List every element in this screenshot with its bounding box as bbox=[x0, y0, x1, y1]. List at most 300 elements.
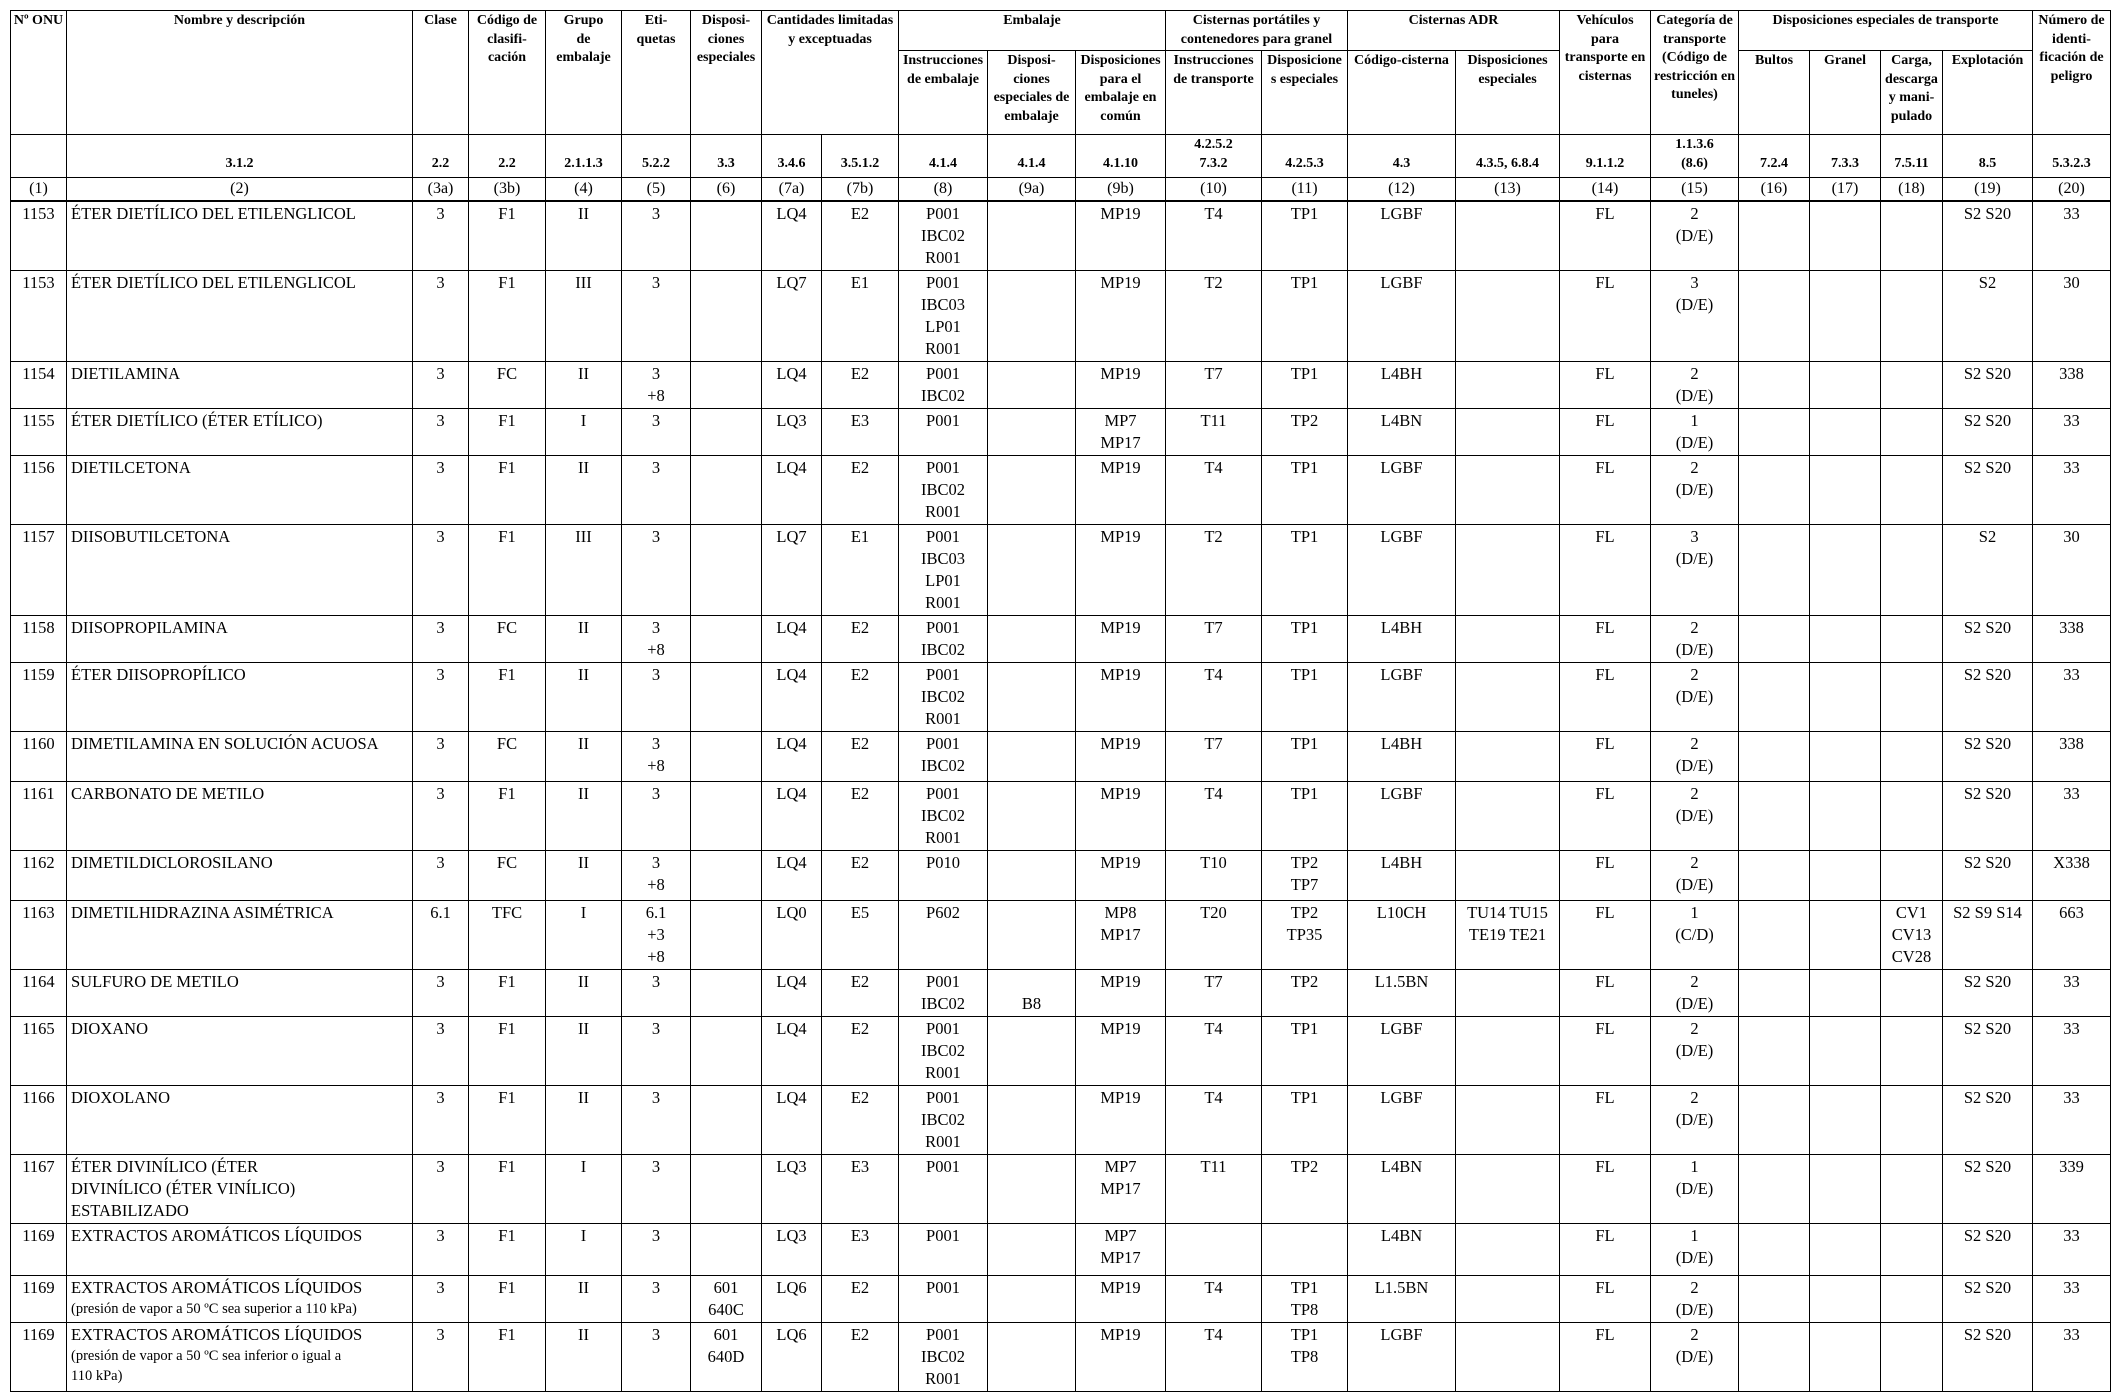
substance-name-text: DIMETILHIDRAZINA ASIMÉTRICA bbox=[71, 903, 334, 922]
hazard-id-cell: 339 bbox=[2033, 1155, 2111, 1224]
header-bulk: Granel bbox=[1810, 51, 1881, 135]
packing-group-cell: II bbox=[546, 851, 622, 901]
special-provisions-cell bbox=[691, 456, 762, 525]
mixed-packing-cell: MP19 bbox=[1076, 970, 1166, 1017]
section-ref: 4.2.5.2 7.3.2 bbox=[1166, 135, 1262, 178]
tank-instruction-cell: T2 bbox=[1166, 271, 1262, 362]
un-number-cell: 1166 bbox=[11, 1086, 67, 1155]
packing-group-cell: II bbox=[546, 1323, 622, 1392]
tank-code-cell: L4BN bbox=[1348, 1155, 1456, 1224]
un-number-cell: 1161 bbox=[11, 782, 67, 851]
table-row bbox=[11, 663, 2111, 732]
packages-cell bbox=[1739, 782, 1810, 851]
packing-instructions-cell: P001 IBC02 R001 bbox=[899, 1323, 988, 1392]
packing-instructions-cell: P001 IBC02 R001 bbox=[899, 663, 988, 732]
tank-code-cell: LGBF bbox=[1348, 1017, 1456, 1086]
un-number-cell: 1157 bbox=[11, 525, 67, 616]
substance-description: (presión de vapor a 50 ºC sea inferior o igual a 110 kPa) bbox=[71, 1348, 342, 1384]
header-class: Clase bbox=[413, 11, 469, 135]
packing-group-cell: I bbox=[546, 1155, 622, 1224]
operation-cell: S2 bbox=[1943, 271, 2033, 362]
column-number: (18) bbox=[1881, 178, 1943, 202]
tank-code-cell: L10CH bbox=[1348, 901, 1456, 970]
substance-name-text: ÉTER DIETÍLICO DEL ETILENGLICOL bbox=[71, 204, 356, 223]
classification-code-cell: F1 bbox=[469, 782, 546, 851]
packages-cell bbox=[1739, 1224, 1810, 1276]
tank-vehicle-cell: FL bbox=[1560, 1086, 1651, 1155]
header-labels: Eti- quetas bbox=[622, 11, 691, 135]
header-special-transport: Disposiciones especiales de transporte bbox=[1739, 11, 2033, 51]
special-packing-provisions-cell bbox=[988, 201, 1076, 271]
section-ref: 4.3 bbox=[1348, 135, 1456, 178]
un-number-cell: 1169 bbox=[11, 1224, 67, 1276]
tank-vehicle-cell: FL bbox=[1560, 409, 1651, 456]
mixed-packing-cell: MP7 MP17 bbox=[1076, 1224, 1166, 1276]
transport-category-cell: 2 (D/E) bbox=[1651, 851, 1739, 901]
section-ref: 4.1.4 bbox=[988, 135, 1076, 178]
tank-instruction-cell: T4 bbox=[1166, 663, 1262, 732]
substance-name-cell bbox=[67, 616, 413, 663]
loading-cell bbox=[1881, 362, 1943, 409]
operation-cell: S2 S9 S14 bbox=[1943, 901, 2033, 970]
limited-quantity-cell: LQ0 bbox=[762, 901, 822, 970]
loading-cell bbox=[1881, 1086, 1943, 1155]
substance-name-text: DIMETILDICLOROSILANO bbox=[71, 853, 273, 872]
substance-name-text: DIMETILAMINA EN SOLUCIÓN ACUOSA bbox=[71, 734, 379, 753]
special-provisions-cell bbox=[691, 616, 762, 663]
limited-quantity-cell: LQ4 bbox=[762, 663, 822, 732]
mixed-packing-cell: MP19 bbox=[1076, 1323, 1166, 1392]
classification-code-cell: F1 bbox=[469, 201, 546, 271]
column-number: (12) bbox=[1348, 178, 1456, 202]
table-row bbox=[11, 1276, 2111, 1323]
operation-cell: S2 S20 bbox=[1943, 1276, 2033, 1323]
labels-cell: 3 bbox=[622, 525, 691, 616]
header-adr-tanks: Cisternas ADR bbox=[1348, 11, 1560, 51]
column-number: (3b) bbox=[469, 178, 546, 202]
class-cell: 3 bbox=[413, 1276, 469, 1323]
header-special-provisions: Disposi- ciones especiales bbox=[691, 11, 762, 135]
tank-special-provisions-cell: TP1 bbox=[1262, 201, 1348, 271]
operation-cell: S2 S20 bbox=[1943, 456, 2033, 525]
tank-code-cell: L4BH bbox=[1348, 362, 1456, 409]
excepted-quantity-cell: E2 bbox=[822, 1276, 899, 1323]
substance-name-cell bbox=[67, 782, 413, 851]
excepted-quantity-cell: E5 bbox=[822, 901, 899, 970]
header-un-number: Nº ONU bbox=[11, 11, 67, 135]
table-row bbox=[11, 409, 2111, 456]
table-row bbox=[11, 456, 2111, 525]
excepted-quantity-cell: E3 bbox=[822, 1155, 899, 1224]
hazard-id-cell: 33 bbox=[2033, 1276, 2111, 1323]
class-cell: 3 bbox=[413, 970, 469, 1017]
tank-instruction-cell: T4 bbox=[1166, 1323, 1262, 1392]
substance-name-text: EXTRACTOS AROMÁTICOS LÍQUIDOS bbox=[71, 1325, 363, 1344]
packing-group-cell: I bbox=[546, 1224, 622, 1276]
mixed-packing-cell: MP19 bbox=[1076, 782, 1166, 851]
tank-code-cell: L4BH bbox=[1348, 851, 1456, 901]
header-tank-special-provisions: Disposicione s especiales bbox=[1262, 51, 1348, 135]
substance-name-cell bbox=[67, 1224, 413, 1276]
table-row bbox=[11, 1224, 2111, 1276]
bulk-cell bbox=[1810, 456, 1881, 525]
classification-code-cell: FC bbox=[469, 851, 546, 901]
classification-code-cell: F1 bbox=[469, 271, 546, 362]
tank-code-cell: L1.5BN bbox=[1348, 1276, 1456, 1323]
tank-vehicle-cell: FL bbox=[1560, 1276, 1651, 1323]
tank-vehicle-cell: FL bbox=[1560, 663, 1651, 732]
operation-cell: S2 S20 bbox=[1943, 1224, 2033, 1276]
classification-code-cell: F1 bbox=[469, 1086, 546, 1155]
substance-name-cell bbox=[67, 970, 413, 1017]
section-ref: 2.2 bbox=[413, 135, 469, 178]
loading-cell bbox=[1881, 525, 1943, 616]
substance-name-text: DIISOPROPILAMINA bbox=[71, 618, 228, 637]
tank-special-provisions-cell: TP2 bbox=[1262, 1155, 1348, 1224]
labels-cell: 3 bbox=[622, 409, 691, 456]
mixed-packing-cell: MP7 MP17 bbox=[1076, 1155, 1166, 1224]
tank-vehicle-cell: FL bbox=[1560, 616, 1651, 663]
limited-quantity-cell: LQ4 bbox=[762, 1017, 822, 1086]
hazard-id-cell: 338 bbox=[2033, 362, 2111, 409]
excepted-quantity-cell: E2 bbox=[822, 201, 899, 271]
class-cell: 3 bbox=[413, 782, 469, 851]
packages-cell bbox=[1739, 201, 1810, 271]
hazard-id-cell: 33 bbox=[2033, 201, 2111, 271]
transport-category-cell: 1 (D/E) bbox=[1651, 409, 1739, 456]
excepted-quantity-cell: E2 bbox=[822, 732, 899, 782]
class-cell: 3 bbox=[413, 525, 469, 616]
transport-category-cell: 1 (D/E) bbox=[1651, 1155, 1739, 1224]
special-packing-provisions-cell bbox=[988, 409, 1076, 456]
section-ref: 2.2 bbox=[469, 135, 546, 178]
packing-group-cell: II bbox=[546, 970, 622, 1017]
table-row bbox=[11, 201, 2111, 271]
labels-cell: 3 bbox=[622, 1155, 691, 1224]
classification-code-cell: F1 bbox=[469, 663, 546, 732]
special-provisions-cell: 601 640C bbox=[691, 1276, 762, 1323]
limited-quantity-cell: LQ4 bbox=[762, 201, 822, 271]
special-provisions-cell: 601 640D bbox=[691, 1323, 762, 1392]
packing-group-cell: II bbox=[546, 732, 622, 782]
substance-name-cell bbox=[67, 362, 413, 409]
operation-cell: S2 S20 bbox=[1943, 409, 2033, 456]
loading-cell bbox=[1881, 970, 1943, 1017]
special-provisions-cell bbox=[691, 782, 762, 851]
tank-special-cell bbox=[1456, 1017, 1560, 1086]
special-packing-provisions-cell bbox=[988, 616, 1076, 663]
column-number: (10) bbox=[1166, 178, 1262, 202]
loading-cell bbox=[1881, 782, 1943, 851]
tank-special-cell bbox=[1456, 782, 1560, 851]
section-ref: 5.3.2.3 bbox=[2033, 135, 2111, 178]
table-row bbox=[11, 525, 2111, 616]
packages-cell bbox=[1739, 732, 1810, 782]
substance-name-text: ÉTER DIISOPROPÍLICO bbox=[71, 665, 246, 684]
packing-group-cell: II bbox=[546, 663, 622, 732]
substance-name-cell bbox=[67, 851, 413, 901]
hazard-id-cell: 33 bbox=[2033, 782, 2111, 851]
tank-special-provisions-cell: TP1 bbox=[1262, 1017, 1348, 1086]
loading-cell bbox=[1881, 732, 1943, 782]
header-portable-tanks: Cisternas portátiles y contenedores para granel bbox=[1166, 11, 1348, 51]
classification-code-cell: F1 bbox=[469, 1017, 546, 1086]
operation-cell: S2 S20 bbox=[1943, 1086, 2033, 1155]
special-packing-provisions-cell bbox=[988, 901, 1076, 970]
packing-instructions-cell: P001 IBC03 LP01 R001 bbox=[899, 525, 988, 616]
packages-cell bbox=[1739, 1086, 1810, 1155]
tank-special-provisions-cell: TP1 bbox=[1262, 456, 1348, 525]
tank-special-provisions-cell: TP1 TP8 bbox=[1262, 1323, 1348, 1392]
special-packing-provisions-cell bbox=[988, 1155, 1076, 1224]
mixed-packing-cell: MP19 bbox=[1076, 851, 1166, 901]
special-provisions-cell bbox=[691, 201, 762, 271]
loading-cell bbox=[1881, 851, 1943, 901]
un-number-cell: 1154 bbox=[11, 362, 67, 409]
labels-cell: 3 bbox=[622, 271, 691, 362]
tank-special-provisions-cell: TP2 TP7 bbox=[1262, 851, 1348, 901]
tank-code-cell: LGBF bbox=[1348, 782, 1456, 851]
bulk-cell bbox=[1810, 1017, 1881, 1086]
tank-vehicle-cell: FL bbox=[1560, 525, 1651, 616]
column-number: (7b) bbox=[822, 178, 899, 202]
bulk-cell bbox=[1810, 1086, 1881, 1155]
un-number-cell: 1163 bbox=[11, 901, 67, 970]
substance-name-cell bbox=[67, 663, 413, 732]
table-row bbox=[11, 970, 2111, 1017]
operation-cell: S2 S20 bbox=[1943, 732, 2033, 782]
table-row bbox=[11, 1323, 2111, 1392]
tank-vehicle-cell: FL bbox=[1560, 732, 1651, 782]
header-special-packing-provisions: Disposi- ciones especiales de embalaje bbox=[988, 51, 1076, 135]
labels-cell: 3 bbox=[622, 1224, 691, 1276]
operation-cell: S2 S20 bbox=[1943, 362, 2033, 409]
section-ref: 2.1.1.3 bbox=[546, 135, 622, 178]
class-cell: 3 bbox=[413, 1323, 469, 1392]
class-cell: 3 bbox=[413, 456, 469, 525]
special-provisions-cell bbox=[691, 409, 762, 456]
class-cell: 3 bbox=[413, 1086, 469, 1155]
limited-quantity-cell: LQ4 bbox=[762, 851, 822, 901]
special-packing-provisions-cell bbox=[988, 782, 1076, 851]
section-ref: 9.1.1.2 bbox=[1560, 135, 1651, 178]
column-number: (15) bbox=[1651, 178, 1739, 202]
hazard-id-cell: 338 bbox=[2033, 616, 2111, 663]
tank-vehicle-cell: FL bbox=[1560, 901, 1651, 970]
substance-name-text: DIOXOLANO bbox=[71, 1088, 170, 1107]
section-ref: 3.3 bbox=[691, 135, 762, 178]
packing-group-cell: II bbox=[546, 1276, 622, 1323]
special-packing-provisions-cell bbox=[988, 663, 1076, 732]
class-cell: 3 bbox=[413, 851, 469, 901]
hazard-id-cell: 33 bbox=[2033, 1323, 2111, 1392]
hazard-id-cell: X338 bbox=[2033, 851, 2111, 901]
loading-cell bbox=[1881, 201, 1943, 271]
class-cell: 3 bbox=[413, 616, 469, 663]
limited-quantity-cell: LQ4 bbox=[762, 732, 822, 782]
packing-instructions-cell: P001 IBC02 bbox=[899, 970, 988, 1017]
classification-code-cell: F1 bbox=[469, 1155, 546, 1224]
special-provisions-cell bbox=[691, 663, 762, 732]
substance-name-text: DIETILAMINA bbox=[71, 364, 181, 383]
header-packing-instructions: Instrucciones de embalaje bbox=[899, 51, 988, 135]
substance-name-text: ÉTER DIETÍLICO DEL ETILENGLICOL bbox=[71, 273, 356, 292]
packing-group-cell: II bbox=[546, 362, 622, 409]
special-packing-provisions-cell bbox=[988, 362, 1076, 409]
section-ref: 4.1.10 bbox=[1076, 135, 1166, 178]
limited-quantity-cell: LQ7 bbox=[762, 525, 822, 616]
table-row bbox=[11, 1086, 2111, 1155]
hazard-id-cell: 33 bbox=[2033, 663, 2111, 732]
tank-code-cell: LGBF bbox=[1348, 1323, 1456, 1392]
tank-code-cell: L4BN bbox=[1348, 1224, 1456, 1276]
bulk-cell bbox=[1810, 970, 1881, 1017]
hazard-id-cell: 33 bbox=[2033, 970, 2111, 1017]
operation-cell: S2 S20 bbox=[1943, 1017, 2033, 1086]
section-ref: 1.1.3.6 (8.6) bbox=[1651, 135, 1739, 178]
header-name: Nombre y descripción bbox=[67, 11, 413, 135]
class-cell: 3 bbox=[413, 409, 469, 456]
un-number-cell: 1159 bbox=[11, 663, 67, 732]
tank-vehicle-cell: FL bbox=[1560, 1224, 1651, 1276]
operation-cell: S2 S20 bbox=[1943, 970, 2033, 1017]
loading-cell bbox=[1881, 616, 1943, 663]
tank-special-cell bbox=[1456, 1224, 1560, 1276]
operation-cell: S2 S20 bbox=[1943, 1323, 2033, 1392]
labels-cell: 3 bbox=[622, 1323, 691, 1392]
limited-quantity-cell: LQ4 bbox=[762, 456, 822, 525]
bulk-cell bbox=[1810, 1224, 1881, 1276]
packing-group-cell: III bbox=[546, 271, 622, 362]
column-number: (8) bbox=[899, 178, 988, 202]
labels-cell: 3 bbox=[622, 1276, 691, 1323]
header-loading: Carga, descarga y mani- pulado bbox=[1881, 51, 1943, 135]
labels-cell: 3 bbox=[622, 782, 691, 851]
hazard-id-cell: 30 bbox=[2033, 271, 2111, 362]
tank-special-cell: TU14 TU15 TE19 TE21 bbox=[1456, 901, 1560, 970]
transport-category-cell: 2 (D/E) bbox=[1651, 1086, 1739, 1155]
column-number: (1) bbox=[11, 178, 67, 202]
un-number-cell: 1153 bbox=[11, 271, 67, 362]
classification-code-cell: F1 bbox=[469, 1276, 546, 1323]
tank-special-provisions-cell: TP1 bbox=[1262, 782, 1348, 851]
classification-code-cell: F1 bbox=[469, 970, 546, 1017]
tank-special-cell bbox=[1456, 970, 1560, 1017]
packages-cell bbox=[1739, 271, 1810, 362]
substance-name-text: DIETILCETONA bbox=[71, 458, 191, 477]
special-provisions-cell bbox=[691, 362, 762, 409]
section-ref: 5.2.2 bbox=[622, 135, 691, 178]
mixed-packing-cell: MP19 bbox=[1076, 1017, 1166, 1086]
bulk-cell bbox=[1810, 271, 1881, 362]
hazard-id-cell: 33 bbox=[2033, 1086, 2111, 1155]
column-number: (19) bbox=[1943, 178, 2033, 202]
mixed-packing-cell: MP19 bbox=[1076, 456, 1166, 525]
un-number-cell: 1169 bbox=[11, 1276, 67, 1323]
header-transport-category: Categoría de transporte (Código de restricción en tuneles) bbox=[1651, 11, 1739, 135]
transport-category-cell: 2 (D/E) bbox=[1651, 782, 1739, 851]
tank-vehicle-cell: FL bbox=[1560, 970, 1651, 1017]
transport-category-cell: 2 (D/E) bbox=[1651, 456, 1739, 525]
transport-category-cell: 2 (D/E) bbox=[1651, 1017, 1739, 1086]
header-packing-group: Grupo de embalaje bbox=[546, 11, 622, 135]
loading-cell bbox=[1881, 1276, 1943, 1323]
bulk-cell bbox=[1810, 201, 1881, 271]
excepted-quantity-cell: E2 bbox=[822, 663, 899, 732]
transport-category-cell: 3 (D/E) bbox=[1651, 271, 1739, 362]
column-number: (20) bbox=[2033, 178, 2111, 202]
transport-category-cell: 2 (D/E) bbox=[1651, 616, 1739, 663]
tank-special-provisions-cell: TP2 TP35 bbox=[1262, 901, 1348, 970]
loading-cell bbox=[1881, 1017, 1943, 1086]
packing-instructions-cell: P001 IBC02 R001 bbox=[899, 782, 988, 851]
transport-category-cell: 2 (D/E) bbox=[1651, 970, 1739, 1017]
excepted-quantity-cell: E2 bbox=[822, 616, 899, 663]
substance-name-cell bbox=[67, 1276, 413, 1323]
special-provisions-cell bbox=[691, 1155, 762, 1224]
classification-code-cell: TFC bbox=[469, 901, 546, 970]
tank-instruction-cell: T4 bbox=[1166, 1276, 1262, 1323]
transport-category-cell: 2 (D/E) bbox=[1651, 201, 1739, 271]
tank-vehicle-cell: FL bbox=[1560, 456, 1651, 525]
mixed-packing-cell: MP19 bbox=[1076, 201, 1166, 271]
class-cell: 6.1 bbox=[413, 901, 469, 970]
limited-quantity-cell: LQ6 bbox=[762, 1323, 822, 1392]
substance-name-cell bbox=[67, 201, 413, 271]
packing-group-cell: II bbox=[546, 201, 622, 271]
class-cell: 3 bbox=[413, 201, 469, 271]
limited-quantity-cell: LQ3 bbox=[762, 409, 822, 456]
mixed-packing-cell: MP7 MP17 bbox=[1076, 409, 1166, 456]
classification-code-cell: F1 bbox=[469, 525, 546, 616]
tank-special-cell bbox=[1456, 201, 1560, 271]
tank-special-cell bbox=[1456, 271, 1560, 362]
table-row bbox=[11, 1017, 2111, 1086]
limited-quantity-cell: LQ4 bbox=[762, 970, 822, 1017]
mixed-packing-cell: MP19 bbox=[1076, 616, 1166, 663]
class-cell: 3 bbox=[413, 1224, 469, 1276]
un-number-cell: 1155 bbox=[11, 409, 67, 456]
special-provisions-cell bbox=[691, 732, 762, 782]
tank-special-cell bbox=[1456, 663, 1560, 732]
tank-vehicle-cell: FL bbox=[1560, 782, 1651, 851]
special-provisions-cell bbox=[691, 271, 762, 362]
special-packing-provisions-cell bbox=[988, 1323, 1076, 1392]
bulk-cell bbox=[1810, 663, 1881, 732]
bulk-cell bbox=[1810, 362, 1881, 409]
excepted-quantity-cell: E2 bbox=[822, 1086, 899, 1155]
bulk-cell bbox=[1810, 525, 1881, 616]
column-number: (6) bbox=[691, 178, 762, 202]
transport-category-cell: 2 (D/E) bbox=[1651, 732, 1739, 782]
packing-instructions-cell: P001 IBC02 bbox=[899, 616, 988, 663]
classification-code-cell: FC bbox=[469, 732, 546, 782]
packages-cell bbox=[1739, 901, 1810, 970]
operation-cell: S2 S20 bbox=[1943, 851, 2033, 901]
packing-instructions-cell: P001 bbox=[899, 409, 988, 456]
tank-special-provisions-cell: TP1 bbox=[1262, 663, 1348, 732]
tank-special-cell bbox=[1456, 1155, 1560, 1224]
substance-name-text: EXTRACTOS AROMÁTICOS LÍQUIDOS bbox=[71, 1278, 363, 1297]
hazard-id-cell: 663 bbox=[2033, 901, 2111, 970]
special-provisions-cell bbox=[691, 970, 762, 1017]
class-cell: 3 bbox=[413, 732, 469, 782]
transport-category-cell: 1 (D/E) bbox=[1651, 1224, 1739, 1276]
tank-special-provisions-cell bbox=[1262, 1224, 1348, 1276]
labels-cell: 3 +8 bbox=[622, 851, 691, 901]
table-row bbox=[11, 851, 2111, 901]
un-number-cell: 1165 bbox=[11, 1017, 67, 1086]
